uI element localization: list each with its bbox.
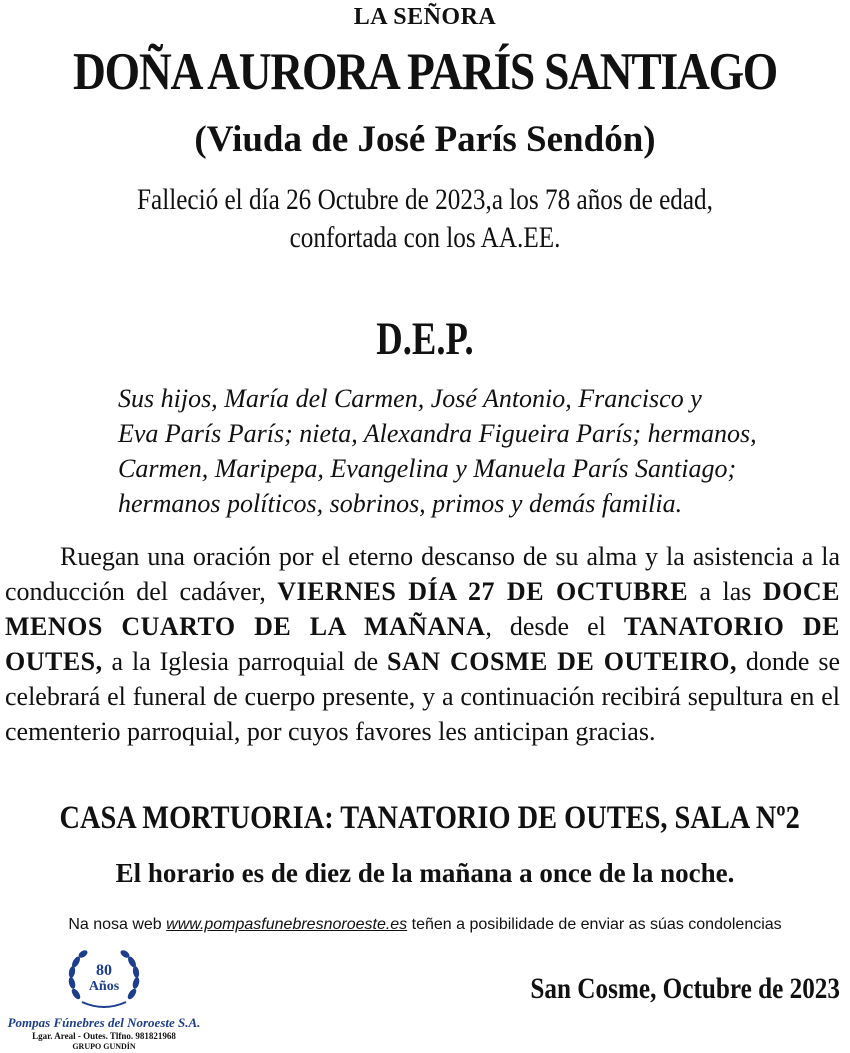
logo-company: Pompas Fúnebres del Noroeste S.A. <box>7 1015 201 1030</box>
paragraph-time: DOCE MENOS CUARTO DE LA MAÑANA <box>5 577 840 641</box>
death-notice <box>68 181 782 257</box>
web-prefix: Na nosa web <box>68 916 167 933</box>
death-line-2: confortada con los AA.EE. <box>289 221 561 254</box>
web-suffix: teñen a posibilidade de enviar as súas condolencias <box>407 916 782 933</box>
deceased-name: DOÑA AURORA PARÍS SANTIAGO <box>73 43 777 101</box>
paragraph-text: donde se celebrará el funeral de cuerpo presente, y a continuación recibirá sepultura en el cementerio parroquial, por cuyos favores les anticipan gracias. <box>5 647 840 746</box>
logo-years: Años <box>88 979 120 994</box>
family-paragraph <box>118 381 840 521</box>
signoff-line: San Cosme, Octubre de 2023 <box>530 972 840 1005</box>
paragraph-origin: TANATORIO DE OUTES, <box>5 612 840 676</box>
paragraph-text: Ruegan una oración por el eterno descanso de su alma y la asistencia a la conducción del cadáver, <box>5 542 840 606</box>
paragraph-text: a las <box>688 577 763 606</box>
paragraph-text: , desde el <box>485 612 624 641</box>
web-line <box>0 916 850 934</box>
logo-group: GRUPO GUNDÍN <box>72 1042 136 1051</box>
logo-address: Lgar. Areal - Outes. Tlfno. 981821968 <box>32 1031 176 1041</box>
logo-number: 80 <box>96 962 112 979</box>
paragraph-text: a la Iglesia parroquial de <box>102 647 388 676</box>
company-logo <box>4 948 204 1052</box>
paragraph-church: SAN COSME DE OUTEIRO, <box>387 647 737 676</box>
family-line: hermanos políticos, sobrinos, primos y demás familia. <box>118 489 683 518</box>
header-title: LA SEÑORA <box>353 4 497 30</box>
family-line: Sus hijos, María del Carmen, José Antonio, Francisco y <box>118 384 702 413</box>
paragraph-date: VIERNES DÍA 27 DE OCTUBRE <box>277 577 689 606</box>
hours-line: El horario es de diez de la mañana a once de la noche. <box>115 858 735 888</box>
mortuary-line: CASA MORTUORIA: TANATORIO DE OUTES, SALA Nº2 <box>59 800 800 836</box>
family-line: Carmen, Maripepa, Evangelina y Manuela París Santiago; <box>118 454 737 483</box>
web-link[interactable]: www.pompasfunebresnoroeste.es <box>166 916 408 933</box>
family-line: Eva París París; nieta, Alexandra Figueira París; hermanos, <box>118 419 757 448</box>
dep-title: D.E.P. <box>376 313 474 365</box>
widow-line: (Viuda de José París Sendón) <box>194 119 656 160</box>
funeral-paragraph <box>5 539 840 749</box>
death-line-1: Falleció el día 26 Octubre de 2023,a los 78 años de edad, <box>137 183 713 216</box>
